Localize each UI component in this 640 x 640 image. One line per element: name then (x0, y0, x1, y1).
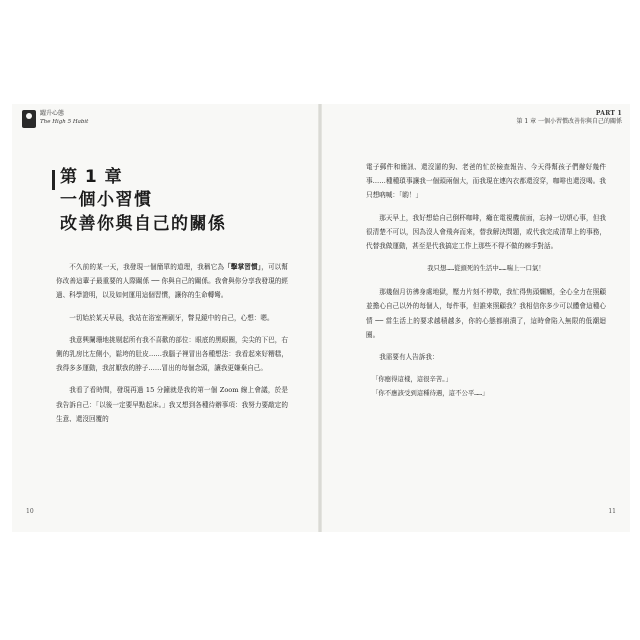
paragraph: 那幾個月彷彿身處地獄，壓力片刻不停歇，我忙得焦頭爛額，全心全力在照顧並擔心自己以外的每個人，每件事，但誰來照顧我？我相信你多少可以體會這種心情 ── 當生活上的要求越積越多，你的心態都崩潰了，這時會陷入無限的低潮迴圈。 (366, 288, 606, 339)
paragraph-text: ，可以幫你改善這輩子最重要的人際關係 ── 你與自己的關係。我會與你分享我發現的經過、科學證明，以及如何運用這個習慣，讓你的生命轉彎。 (56, 263, 289, 300)
inner-thought-quote: 我只想……從頭死的生活中……喘上一口氣！ (427, 264, 545, 273)
part-label: PART 1 (595, 110, 622, 117)
right-page (322, 104, 630, 532)
paragraph: 電子郵件和簡訊、還沒遛的狗、老爸的忙於檢查報告、今天得幫孩子們辦好幾件事……種種瑣事讓我一個頭兩個大，而我現在連內衣都還沒穿，咖啡也還沒喝。我只想吶喊：「喲！」 (366, 163, 606, 200)
page-number-left: 10 (26, 508, 34, 515)
book-title-block (40, 110, 88, 126)
paragraph: 那天早上，我好想給自己倒杯咖啡，癱在電視機前面，忘掉一切煩心事，但我很清楚不可以，因為沒人會飛奔而來，替我解決問題，或代我完成清單上的事務，代替我做運動，甚至是代我搞定工作上那些不得不做的棘手對話。 (366, 213, 606, 251)
page-number-right: 11 (608, 508, 616, 515)
left-body-text (56, 260, 288, 434)
paragraph: 一切始於某天早晨，我站在浴室裡刷牙，瞥見鏡中的自己，心想：嗯。 (69, 313, 274, 322)
paragraph-emphasis: 「擊掌習慣」 (224, 263, 262, 271)
quote-line: 「你不應該受到這種待遇，這不公平……」 (372, 389, 489, 398)
quote-line: 「你應得這樣，這很辛苦。」 (372, 375, 452, 384)
chapter-heading (60, 166, 260, 236)
left-running-header (22, 110, 88, 128)
right-body-text (366, 160, 606, 400)
paragraph (56, 260, 288, 303)
running-subtitle: 第 1 章 一個小習慣改善你與自己的關係 (516, 118, 622, 125)
book-logo-icon (22, 110, 36, 128)
paragraph: 我需要有人告訴我： (379, 353, 439, 362)
chapter-title-line-1: 一個小習慣 (60, 190, 153, 210)
paragraph-text: 不久前的某一天，我發現一個簡單的道理，我稱它為 (69, 263, 225, 271)
chapter-title-line-2: 改善你與自己的關係 (60, 214, 227, 234)
chapter-bar-decoration (52, 170, 55, 190)
left-page (12, 104, 318, 532)
book-title-zh: 躍升心態 (40, 110, 65, 117)
right-running-header (516, 110, 622, 126)
book-title-en: The High 5 Habit (40, 119, 89, 125)
chapter-number: 第 1 章 (60, 167, 123, 187)
paragraph: 我意興闌珊地挑剔起所有我不喜歡的部位：眼底的黑眼圈，尖尖的下巴，右側的乳房比左側小，鬆垮的肚皮……我腦子裡冒出各種想法：我看起來好糟糕，我得多多運動，我討厭我的脖子……冒出的每個念頭，讓我更嫌棄自己。 (56, 335, 288, 373)
paragraph: 我看了看時間，發現再過 15 分鐘就是我的第一個 Zoom 線上會議，於是我告訴自己：「以後一定要早點起床。」我又想到各種待辦事項：我努力要敲定的生意、還沒回覆的 (56, 386, 288, 423)
